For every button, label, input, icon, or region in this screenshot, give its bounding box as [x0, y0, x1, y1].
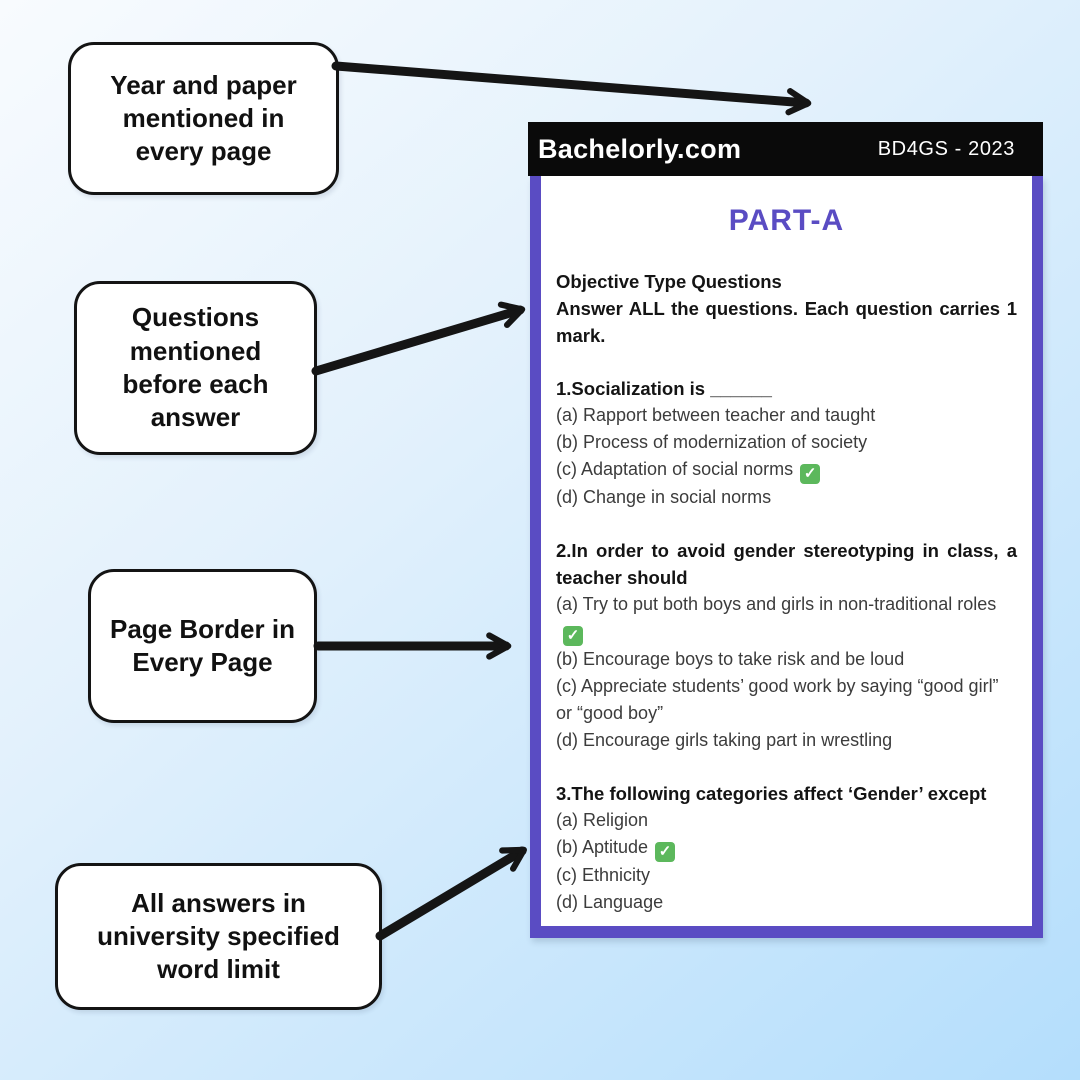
instructions-text: Answer ALL the questions. Each question carries 1 mark. [556, 298, 1017, 346]
option-row [556, 646, 1017, 673]
question-text: 2.In order to avoid gender stereotyping in class, a teacher should [556, 540, 1017, 588]
option-text: (c) Adaptation of social norms [556, 459, 794, 479]
callout-questions [74, 281, 317, 455]
section-heading: Objective Type Questions [556, 271, 782, 292]
callout-label: Year and paper mentioned in every page [110, 69, 297, 167]
option-text: (b) Encourage boys to take risk and be loud [556, 649, 905, 669]
document-header-bar [528, 122, 1043, 176]
option-text: (d) Language [556, 892, 664, 912]
paper-code: BD4GS - 2023 [877, 137, 1015, 160]
correct-check-icon: ✓ [800, 464, 820, 484]
page-content [541, 176, 1032, 916]
option-row [556, 402, 1017, 429]
callout-label: Questions mentioned before each answer [122, 302, 269, 433]
option-text: (b) Process of modernization of society [556, 432, 868, 452]
brand-title: Bachelorly.com [538, 133, 742, 164]
option-text: (d) Encourage girls taking part in wrestling [556, 730, 893, 750]
option-text: (a) Try to put both boys and girls in non-traditional roles [556, 594, 997, 614]
questions [556, 375, 1017, 916]
callout-year-paper [68, 42, 339, 195]
callout-word-limit [55, 863, 382, 1010]
question-text: 3.The following categories affect ‘Gender’ except [556, 783, 987, 804]
option-row [556, 429, 1017, 456]
question-block [556, 537, 1017, 754]
document-page [530, 176, 1043, 938]
callout-label: All answers in university specified word limit [97, 887, 340, 985]
option-text: (d) Change in social norms [556, 487, 772, 507]
option-row [556, 591, 1017, 646]
option-row [556, 889, 1017, 916]
option-text: (a) Religion [556, 810, 649, 830]
option-text: (a) Rapport between teacher and taught [556, 405, 876, 425]
option-row [556, 727, 1017, 754]
option-text: (c) Ethnicity [556, 865, 651, 885]
question-text: 1.Socialization is ______ [556, 378, 772, 399]
arrow-year-paper-icon [336, 66, 806, 103]
callout-page-border [88, 569, 317, 723]
correct-check-icon: ✓ [563, 626, 583, 646]
option-row [556, 484, 1017, 511]
option-row [556, 456, 1017, 484]
question-block [556, 780, 1017, 916]
option-text: (c) Appreciate students’ good work by saying “good girl” or “good boy” [556, 676, 999, 723]
option-row [556, 834, 1017, 862]
part-title: PART-A [728, 204, 845, 237]
arrow-questions-icon [316, 310, 520, 371]
option-text: (b) Aptitude [556, 837, 649, 857]
option-row [556, 673, 1017, 727]
option-row [556, 862, 1017, 889]
arrow-word-limit-icon [380, 851, 522, 936]
question-block [556, 375, 1017, 511]
correct-check-icon: ✓ [655, 842, 675, 862]
option-row [556, 807, 1017, 834]
callout-label: Page Border in Every Page [110, 613, 295, 677]
